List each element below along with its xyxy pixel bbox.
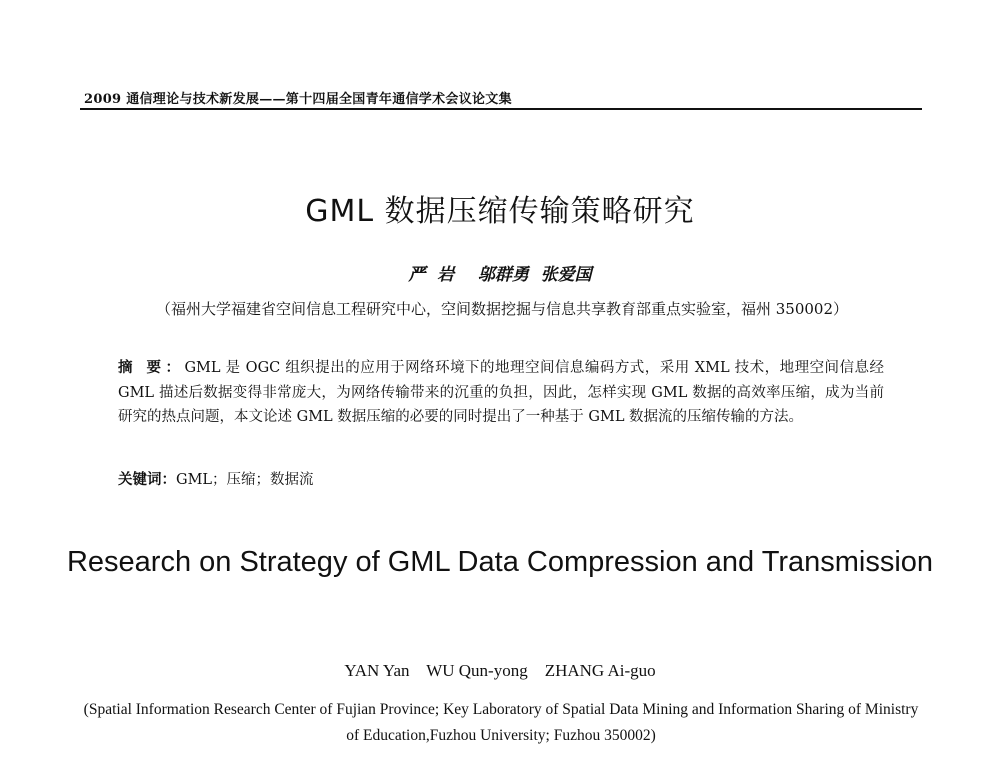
keywords-text: GML；压缩；数据流 [176,472,314,488]
running-header: 2009 通信理论与技术新发展——第十四届全国青年通信学术会议论文集 [84,92,512,107]
header-rule [80,108,922,110]
keywords-label: 关键词： [118,471,176,488]
chinese-authors: 严 岩 邬群勇 张爱国 [408,265,592,285]
chinese-title: GML 数据压缩传输策略研究 [305,194,695,229]
chinese-abstract [118,356,884,430]
english-title: Research on Strategy of GML Data Compression and Transmission [66,546,934,578]
abstract-label: 摘 要： [118,359,185,376]
abstract-text: GML 是 OGC 组织提出的应用于网络环境下的地理空间信息编码方式，采用 XML 技术，地理空间信息经 GML 描述后数据变得非常庞大，为网络传输带来的沉重的负担，因此，怎样实现 GML 数据的高效率压缩，成为当前研究的热点问题，本文论述 GML 数据压缩的必要的同时提出了一种基于 GML 数据流的压缩传输的方法。 [118,360,884,425]
chinese-keywords [118,470,884,490]
chinese-affiliation: （福州大学福建省空间信息工程研究中心，空间数据挖掘与信息共享教育部重点实验室，福州 350002） [155,300,849,318]
english-authors: YAN Yan WU Qun-yong ZHANG Ai-guo [344,661,656,680]
english-affiliation: (Spatial Information Research Center of Fujian Province; Key Laboratory of Spatial Data Mining and Information Sharing of Ministry of Education,Fuzhou University; Fuzhou 350002) [83,701,919,744]
